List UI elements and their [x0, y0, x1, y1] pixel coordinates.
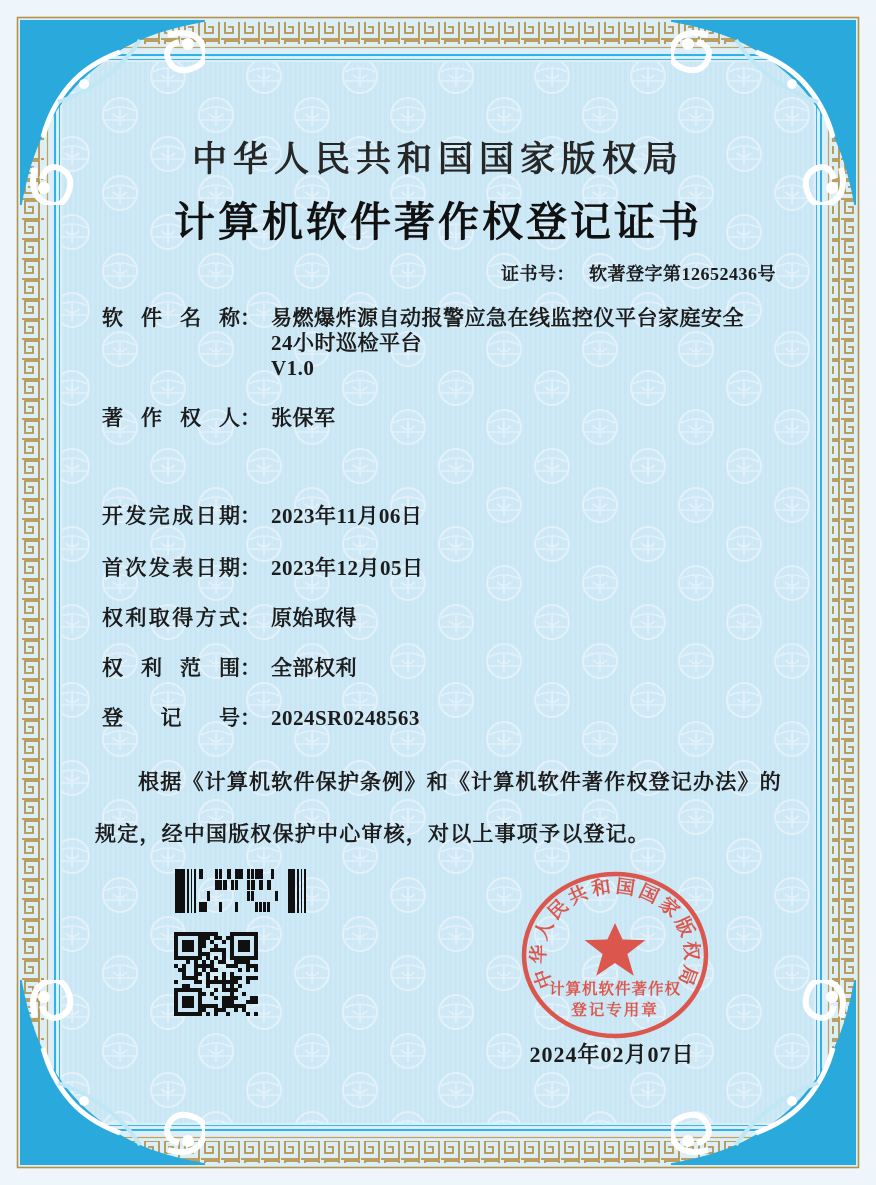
official-seal — [517, 870, 713, 1040]
barcode — [175, 869, 307, 913]
field-row — [102, 306, 744, 381]
field-colon: ： — [240, 656, 261, 680]
field-value: 张保军 — [271, 406, 336, 430]
certificate-number-label: 证书号： — [501, 264, 575, 284]
field-row — [102, 406, 336, 431]
field-value: 易燃爆炸源自动报警应急在线监控仪平台家庭安全 24小时巡检平台 V1.0 — [271, 306, 744, 380]
field-colon: ： — [240, 606, 261, 630]
field-value: 2023年12月05日 — [271, 556, 424, 580]
field-colon: ： — [240, 306, 261, 330]
field-row — [102, 504, 422, 529]
field-label: 软件名称 — [102, 306, 240, 330]
certificate-number-row — [501, 260, 776, 286]
field-value: 全部权利 — [271, 656, 357, 680]
field-row — [102, 656, 357, 681]
certificate-number-value: 软著登字第12652436号 — [589, 264, 776, 284]
field-value: 2024SR0248563 — [271, 706, 420, 730]
field-value: 2023年11月06日 — [271, 504, 423, 528]
field-colon: ： — [240, 406, 261, 430]
star-icon — [585, 923, 646, 976]
issue-date: 2024年02月07日 — [529, 1042, 695, 1067]
field-colon: ： — [240, 706, 261, 730]
seal-ring-text: 中华人民共和国国家版权局 — [528, 876, 702, 992]
field-label: 著作权人 — [102, 406, 240, 430]
statement-line: 根据《计算机软件保护条例》和《计算机软件著作权登记办法》的 — [138, 770, 782, 794]
field-row — [102, 606, 357, 631]
statement-line: 规定，经中国版权保护中心审核，对以上事项予以登记。 — [95, 822, 650, 846]
registration-statement — [95, 756, 795, 860]
field-colon: ： — [240, 504, 261, 528]
issuer-title: 中华人民共和国国家版权局 — [191, 140, 684, 179]
qr-code — [174, 932, 258, 1016]
seal-text-line2: 登记专用章 — [571, 1002, 659, 1019]
field-label: 开发完成日期 — [102, 504, 240, 528]
field-row — [102, 706, 420, 731]
field-label: 登记号 — [102, 706, 240, 730]
field-label: 权利范围 — [102, 656, 240, 680]
certificate-title: 计算机软件著作权登记证书 — [174, 199, 702, 245]
field-colon: ： — [240, 556, 261, 580]
seal-text-line1: 计算机软件著作权 — [548, 981, 682, 998]
field-row — [102, 556, 424, 581]
field-label: 首次发表日期 — [102, 556, 240, 580]
field-value: 原始取得 — [271, 606, 357, 630]
field-label: 权利取得方式 — [102, 606, 240, 630]
